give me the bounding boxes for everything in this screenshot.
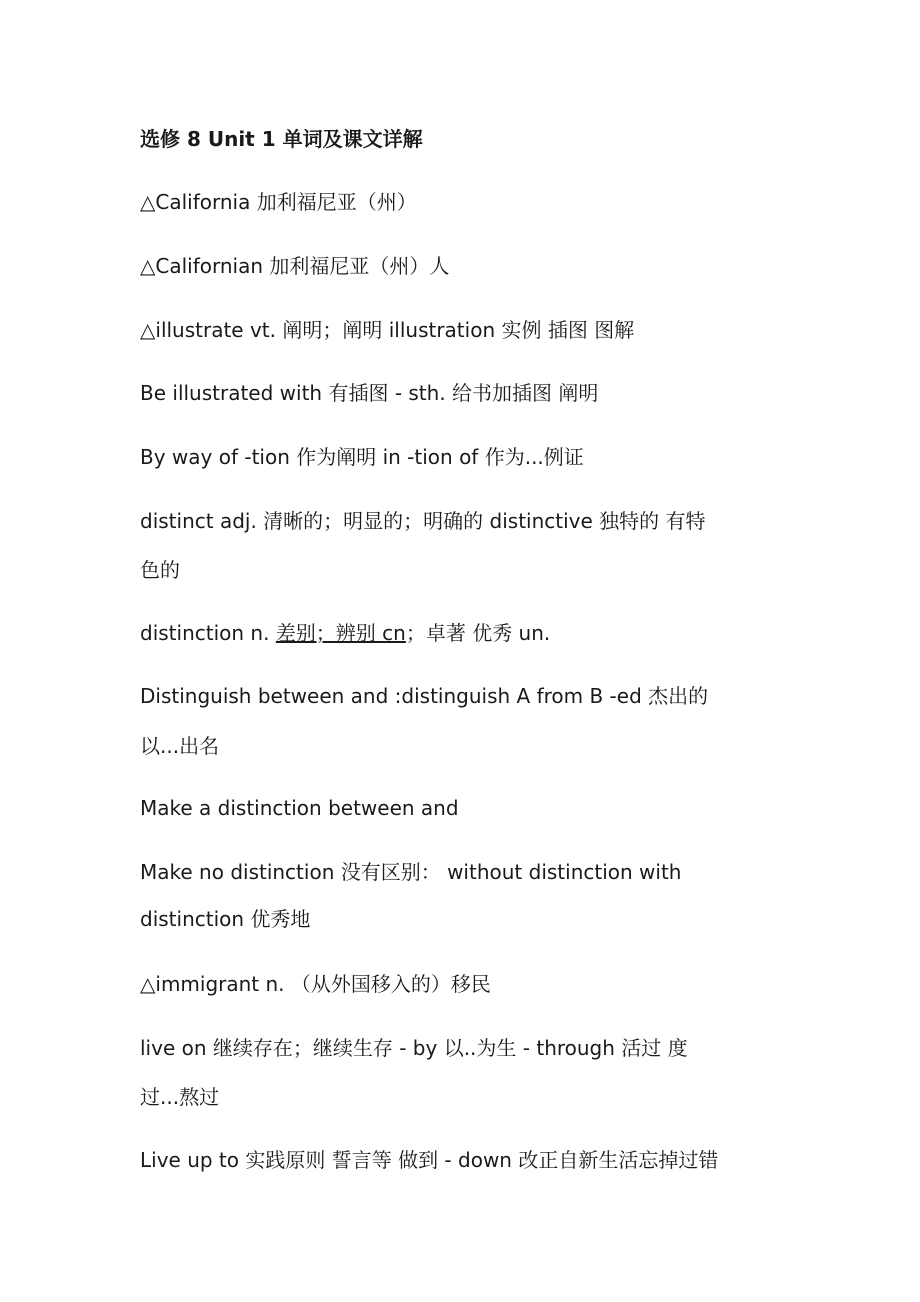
entry-california: △California 加利福尼亚（州） <box>140 190 417 214</box>
entry-distinct-line2: 色的 <box>140 558 180 582</box>
entry-immigrant: △immigrant n. （从外国移入的）移民 <box>140 972 491 996</box>
entry-make-no-distinction-line1: Make no distinction 没有区别： without distinction with <box>140 860 682 884</box>
distinction-term: distinction n. <box>140 621 276 645</box>
entry-distinct-line1: distinct adj. 清晰的；明显的；明确的 distinctive 独特的 有特 <box>140 509 706 533</box>
entry-live-on-line1: live on 继续存在；继续生存 - by 以..为生 - through 活过 度 <box>140 1036 688 1060</box>
entry-distinction <box>140 620 800 646</box>
entry-distinguish-line2: 以...出名 <box>140 734 220 758</box>
entry-make-a-distinction: Make a distinction between and <box>140 796 459 820</box>
entry-live-up-to: Live up to 实践原则 誓言等 做到 - down 改正自新生活忘掉过错 <box>140 1148 719 1172</box>
entry-californian: △Californian 加利福尼亚（州）人 <box>140 254 450 278</box>
entry-be-illustrated: Be illustrated with 有插图 - sth. 给书加插图 阐明 <box>140 381 599 405</box>
entry-distinguish-line1: Distinguish between and :distinguish A from B -ed 杰出的 <box>140 684 709 708</box>
entry-illustrate: △illustrate vt. 阐明；阐明 illustration 实例 插图 图解 <box>140 318 635 342</box>
distinction-rest: ；卓著 优秀 un. <box>405 621 551 645</box>
entry-by-way-of: By way of -tion 作为阐明 in -tion of 作为...例证 <box>140 445 584 469</box>
distinction-underlined-meaning: 差别；辨别 cn <box>275 621 406 645</box>
entry-live-on-line2: 过...熬过 <box>140 1085 220 1109</box>
entry-make-no-distinction-line2: distinction 优秀地 <box>140 907 311 931</box>
page-title: 选修 8 Unit 1 单词及课文详解 <box>140 127 423 151</box>
